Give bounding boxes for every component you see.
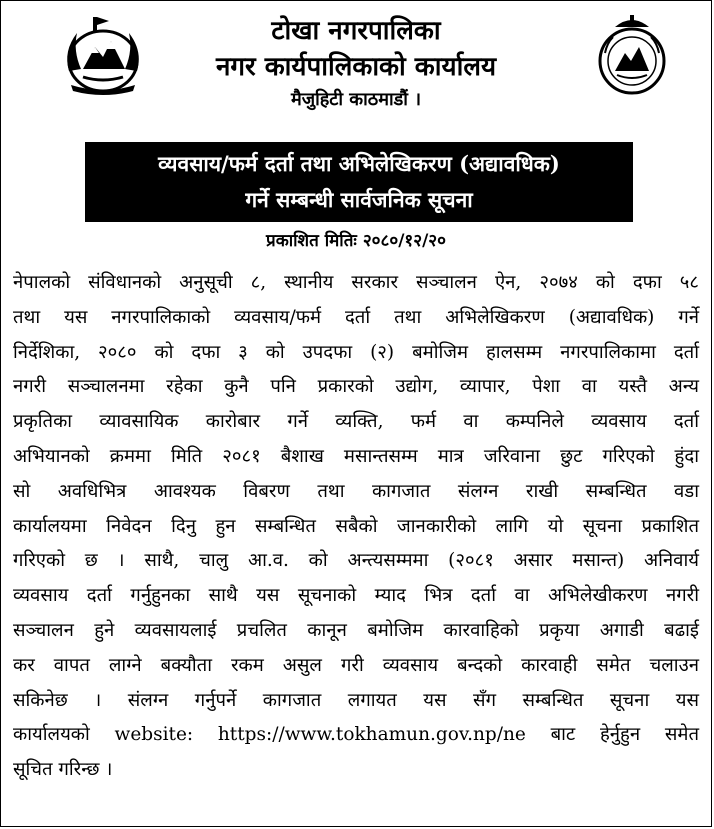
notice-line: प्रकृतिका व्यावसायिक कारोबार गर्ने व्यक्ति, फर्म वा कम्पनिले व्यवसाय दर्ता [13, 411, 699, 433]
tokha-municipality-logo-icon [593, 13, 671, 99]
notice-line: कर वापत लाग्ने बक्यौता रकम असुल गरी व्यवसाय बन्दको कारवाही समेत चलाउन [13, 654, 699, 676]
office-name: नगर कार्यपालिकाको कार्यालय [215, 52, 497, 82]
organization-name: टोखा नगरपालिका [271, 16, 441, 46]
notice-line: नगरी सञ्चालनमा रहेका कुनै पनि प्रकारको उद्योग, व्यापार, पेशा वा यस्तै अन्य [13, 376, 699, 398]
publication-date [1, 229, 711, 253]
nepal-government-emblem-icon [53, 11, 153, 97]
notice-line: व्यवसाय दर्ता गर्नुहुनका साथै यस सूचनाको म्याद भित्र दर्ता वा अभिलेखीकरण नगरी [13, 585, 699, 607]
notice-body [13, 266, 699, 788]
notice-title-banner [85, 142, 633, 222]
notice-line: सञ्चालन हुने व्यवसायलाई प्रचलित कानून बमोजिम कारवाहिको प्रकृया अगाडी बढाई [13, 619, 699, 641]
publication-date-value: २०८०/१२/२० [362, 231, 446, 251]
notice-line: नेपालको संविधानको अनुसूची ८, स्थानीय सरकार सञ्चालन ऐन, २०७४ को दफा ५८ [13, 272, 699, 293]
notice-line: निर्देशिका, २०८० को दफा ३ को उपदफा (२) बमोजिम हालसम्म नगरपालिकामा दर्ता [13, 341, 699, 363]
notice-line: सो अवधिभित्र आवश्यक विबरण तथा कागजात संलग्न राखी सम्बन्धित वडा [13, 480, 699, 502]
letterhead [151, 13, 561, 113]
notice-line: सकिनेछ । संलग्न गर्नुपर्ने कागजात लगायत यस सँग सम्बन्धित सूचना यस [13, 689, 699, 711]
notice-line: गरिएको छ । साथै, चालु आ.व. को अन्त्यसम्ममा (२०८१ असार मसान्त) अनिवार्य [13, 550, 699, 572]
notice-title-line-2: गर्ने सम्बन्धी सार्वजनिक सूचना [245, 187, 473, 212]
publication-date-label: प्रकाशित मितिः [266, 231, 357, 251]
notice-line: कार्यालयमा निवेदन दिनु हुन सम्बन्धित सबैको जानकारीको लागि यो सूचना प्रकाशित [13, 515, 699, 537]
notice-line: सूचित गरिन्छ । [13, 759, 113, 781]
notice-title-line-1: व्यवसाय/फर्म दर्ता तथा अभिलेखिकरण (अद्यावधिक) [158, 151, 560, 176]
notice-line: कार्यालयको website: https://www.tokhamun.gov.np/ne बाट हेर्नुहुन समेत [13, 724, 699, 746]
notice-line: तथा यस नगरपालिकाको व्यवसाय/फर्म दर्ता तथा अभिलेखिकरण (अद्यावधिक) गर्ने [13, 306, 699, 328]
office-location: मैजुहिटी काठमाडौं । [290, 89, 422, 110]
notice-line: अभियानको क्रममा मिति २०८१ बैशाख मसान्तसम्म मात्र जरिवाना छुट गरिएको हुंदा [13, 445, 699, 467]
